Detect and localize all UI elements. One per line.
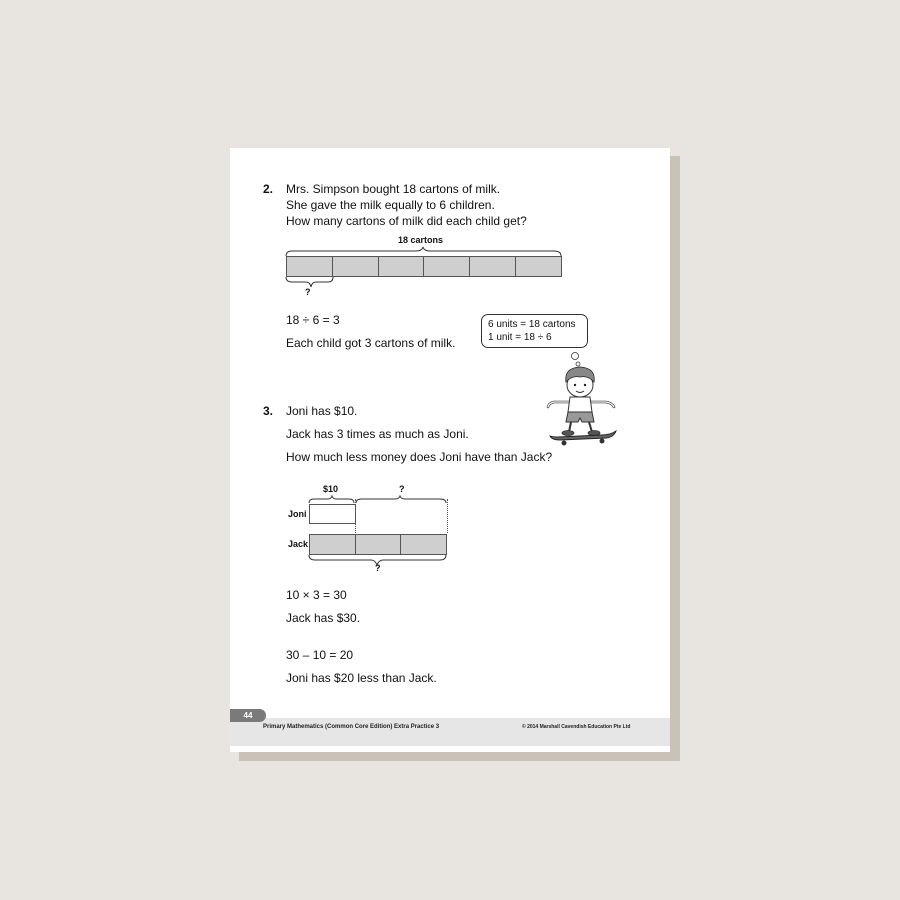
q3-jack-bar (309, 534, 447, 555)
q3-equation-2: 30 – 10 = 20 (286, 648, 354, 662)
q3-dotted-extension (355, 499, 448, 533)
q2-line-3: How many cartons of milk did each child get? (286, 214, 527, 228)
q2-unit (470, 257, 516, 276)
q3-extra-unknown-label: ? (399, 484, 405, 494)
q3-number: 3. (263, 404, 274, 418)
q3-jack-unit (401, 535, 446, 554)
q2-line-1: Mrs. Simpson bought 18 cartons of milk. (286, 182, 501, 196)
q3-joni-bar (309, 504, 356, 524)
footer-copyright: © 2014 Marshall Cavendish Education Pte Ltd (522, 724, 631, 730)
q2-answer: Each child got 3 cartons of milk. (286, 336, 456, 350)
q2-unit (333, 257, 379, 276)
q2-unit (379, 257, 425, 276)
q3-jack-row-label: Jack (288, 539, 309, 549)
bubble-line-2: 1 unit = 18 ÷ 6 (488, 332, 552, 343)
q2-line-2: She gave the milk equally to 6 children. (286, 198, 495, 212)
page-number: 44 (230, 709, 266, 722)
q3-total-unknown-label: ? (375, 563, 381, 573)
q2-total-label: 18 cartons (398, 235, 444, 245)
q2-unknown-label: ? (305, 287, 311, 297)
footer-band (230, 718, 670, 746)
footer-book-title: Primary Mathematics (Common Core Edition) Extra Practice 3 (263, 724, 440, 730)
q2-unit (516, 257, 561, 276)
q3-line-3: How much less money does Joni have than Jack? (286, 450, 553, 464)
q3-joni-amount-label: $10 (323, 484, 339, 494)
bubble-line-1: 6 units = 18 cartons (488, 319, 576, 330)
q3-line-1: Joni has $10. (286, 404, 358, 418)
q3-answer-2: Joni has $20 less than Jack. (286, 671, 437, 685)
q2-equation: 18 ÷ 6 = 3 (286, 313, 340, 327)
q3-jack-unit (356, 535, 402, 554)
thought-bubble (481, 314, 588, 348)
q2-unit (424, 257, 470, 276)
worksheet-page (230, 148, 670, 752)
skateboard-boy-illustration (544, 352, 624, 448)
q2-bar-model (286, 256, 562, 277)
q2-number: 2. (263, 182, 274, 196)
q2-unit (287, 257, 333, 276)
q3-line-2: Jack has 3 times as much as Joni. (286, 427, 469, 441)
q3-joni-row-label: Joni (288, 509, 307, 519)
q3-equation-1: 10 × 3 = 30 (286, 588, 347, 602)
q3-jack-unit (310, 535, 356, 554)
q3-answer-1: Jack has $30. (286, 611, 361, 625)
